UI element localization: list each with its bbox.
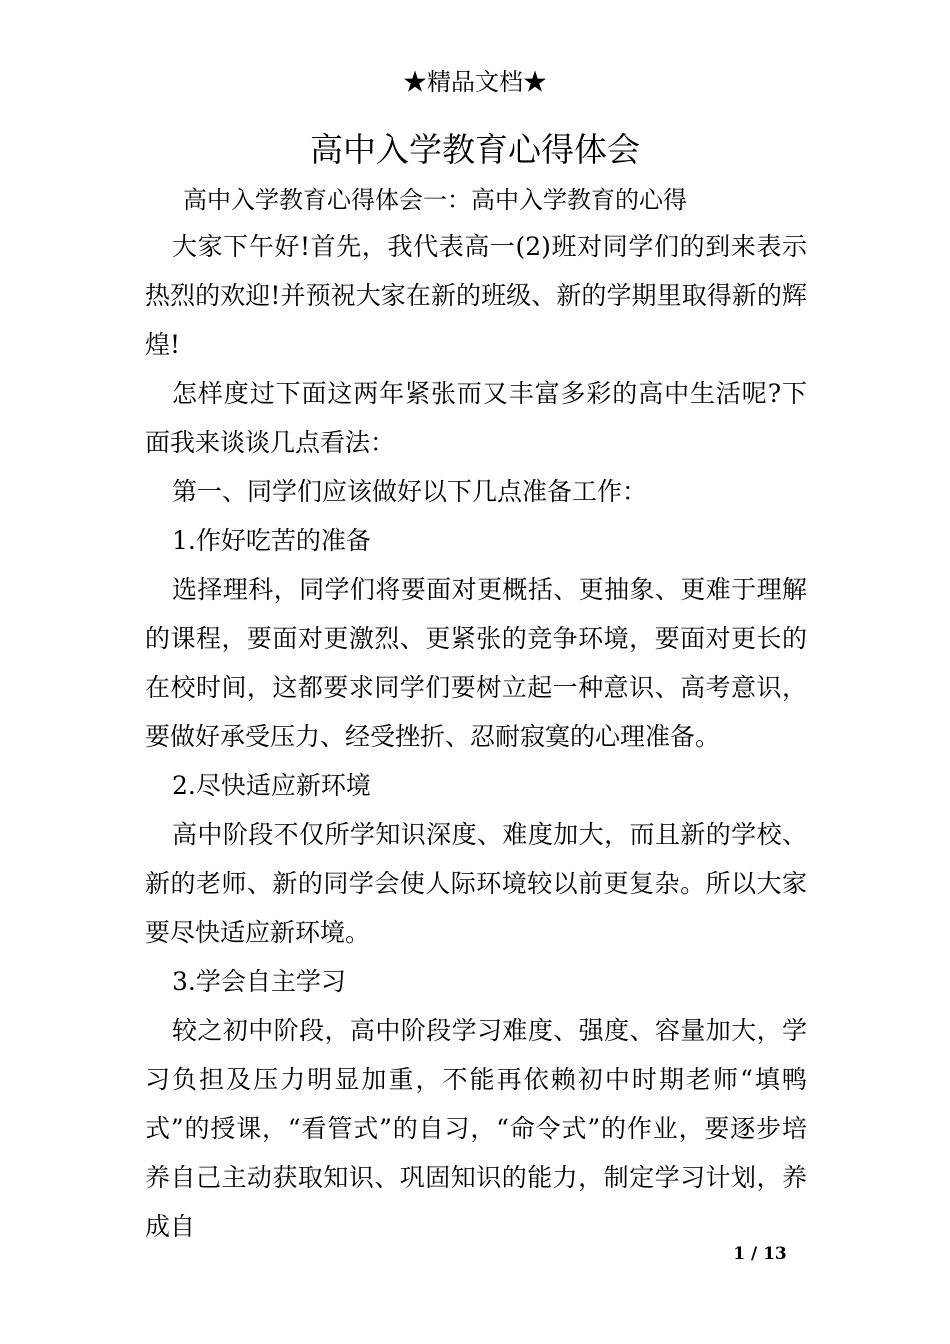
paragraph: 大家下午好!首先，我代表高一(2)班对同学们的到来表示热烈的欢迎!并预祝大家在新的班级、新的学期里取得新的辉煌! [145, 232, 807, 359]
document-title: 高中入学教育心得体会 [310, 130, 640, 169]
paragraph: 选择理科，同学们将要面对更概括、更抽象、更难于理解的课程，要面对更激烈、更紧张的竞争环境，要面对更长的在校时间，这都要求同学们要树立起一种意识、高考意识，要做好承受压力、经受挫折、忍耐寂寞的心理准备。 [145, 575, 807, 751]
section-heading: 1.作好吃苦的准备 [172, 526, 371, 555]
paragraph: 较之初中阶段，高中阶段学习难度、强度、容量加大，学习负担及压力明显加重，不能再依赖初中时期老师“填鸭式”的授课，“看管式”的自习，“命令式”的作业，要逐步培养自己主动获取知识、巩固知识的能力，制定学习计划，养成自 [145, 1016, 807, 1241]
document-body [145, 222, 807, 1251]
paragraph: 高中阶段不仅所学知识深度、难度加大，而且新的学校、新的老师、新的同学会使人际环境较以前更复杂。所以大家要尽快适应新环境。 [145, 820, 807, 947]
paragraph: 第一、同学们应该做好以下几点准备工作： [172, 477, 648, 506]
paragraph: 怎样度过下面这两年紧张而又丰富多彩的高中生活呢?下面我来谈谈几点看法： [145, 379, 807, 457]
section-heading: 2.尽快适应新环境 [172, 771, 371, 800]
page-number: 1 / 13 [733, 1244, 787, 1264]
header-mark: ★精品文档★ [403, 68, 547, 96]
document-subtitle: 高中入学教育心得体会一：高中入学教育的心得 [183, 186, 687, 214]
section-heading: 3.学会自主学习 [172, 967, 346, 996]
